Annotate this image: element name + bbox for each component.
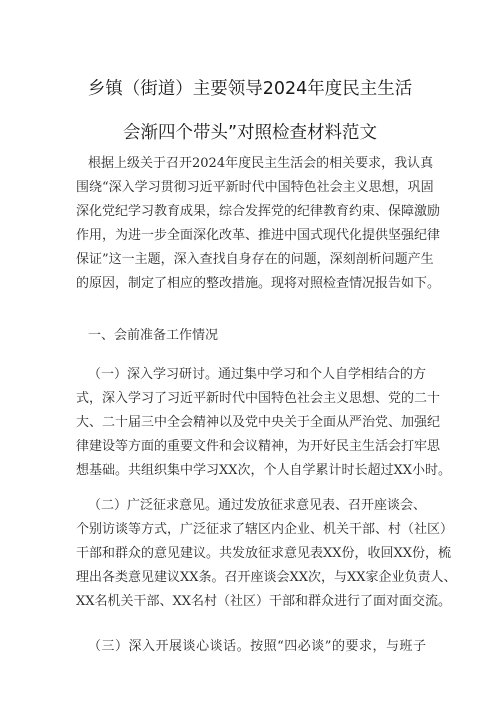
paragraph-line: （一）深入学习研讨。通过集中学习和个人自学相结合的方 [88,367,427,382]
paragraph-line: 式，深入学习了习近平新时代中国特色社会主义思想、党的二十 [76,391,441,406]
paragraph-line: 律建设等方面的重要文件和会议精神，为开好民主生活会打牢思 [76,439,441,454]
paragraph-line: 的原因，制定了相应的整改措施。现将对照检查情况报告如下。 [76,276,441,291]
paragraph-line: （三）深入开展谈心谈话。按照“四必谈”的要求，与班子 [88,639,426,654]
paragraph-line: 围绕“深入学习贯彻习近平新时代中国特色社会主义思想，巩固 [76,180,434,195]
paragraph-line: XX名机关干部、XX名村（社区）干部和群众进行了面对面交流。 [76,594,452,609]
paragraph-line: 作用，为进一步全面深化改革、推进中国式现代化提供坚强纪律 [76,228,441,243]
paragraph-line: （二）广泛征求意见。通过发放征求意见表、召开座谈会、 [88,498,427,513]
document-title-line-2: 会渐四个带头”对照检查材料范文 [122,123,378,143]
section-heading-text: 一、会前准备工作情况 [88,328,219,343]
paragraph-line: 根据上级关于召开2024年度民主生活会的相关要求，我认真 [88,156,434,171]
paragraph-line: 理出各类意见建议XX条。召开座谈会XX次，与XX家企业负责人、 [76,570,457,585]
paragraph-line: 干部和群众的意见建议。共发放征求意见表XX份，收回XX份，梳 [76,546,452,561]
document-title-line-1: 乡镇（街道）主要领导2024年度民主生活 [87,79,413,99]
paragraph-line: 大、二十届三中全会精神以及党中央关于全面从严治党、加强纪 [76,415,441,430]
paragraph-line: 个别访谈等方式，广泛征求了辖区内企业、机关干部、村（社区） [76,522,454,537]
paragraph-line: 深化党纪学习教育成果，综合发挥党的纪律教育约束、保障激励 [76,204,441,219]
paragraph-line: 保证”这一主题，深入查找自身存在的问题，深刻剖析问题产生 [76,252,434,267]
paragraph-line: 想基础。共组织集中学习XX次，个人自学累计时长超过XX小时。 [76,463,452,478]
